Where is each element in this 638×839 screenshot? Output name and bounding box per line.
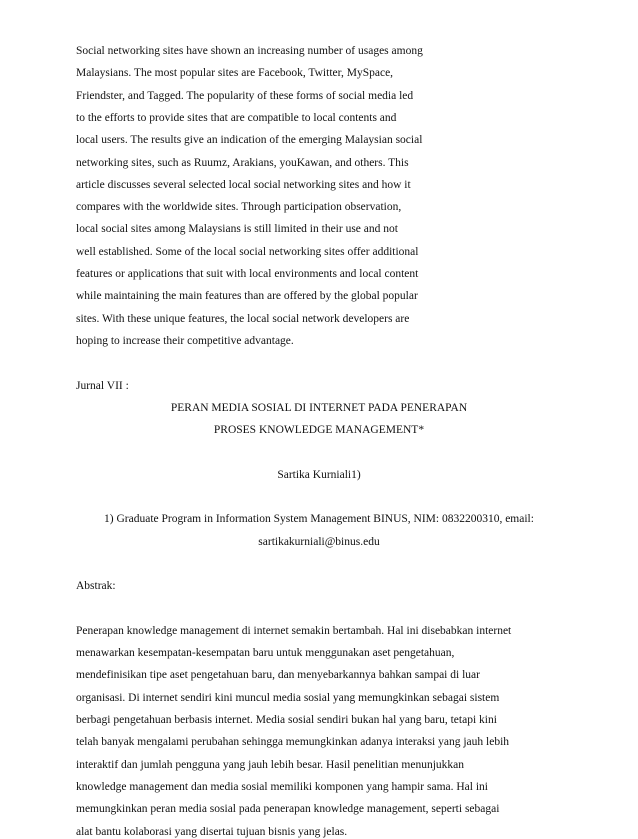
abstract-label: Abstrak: [76, 580, 116, 593]
paragraph-1-line: sites. With these unique features, the local social network developers are [76, 312, 410, 325]
paragraph-1-line: Malaysians. The most popular sites are Facebook, Twitter, MySpace, [76, 67, 394, 80]
paragraph-1-line: compares with the worldwide sites. Through participation observation, [76, 201, 402, 214]
paragraph-1-line: to the efforts to provide sites that are compatible to local contents and [76, 111, 397, 124]
abstract-line: interaktif dan jumlah pengguna yang jauh lebih besar. Hasil penelitian menunjukkan [76, 758, 465, 771]
paragraph-1-line: networking sites, such as Ruumz, Arakians, youKawan, and others. This [76, 156, 409, 169]
abstract-line: alat bantu kolaborasi yang disertai tujuan bisnis yang jelas. [76, 825, 348, 838]
abstract-line: telah banyak mengalami perubahan sehingga memungkinkan adanya interaksi yang jauh lebih [76, 736, 510, 749]
paragraph-1-line: local social sites among Malaysians is still limited in their use and not [76, 223, 398, 236]
paragraph-1-line: hoping to increase their competitive advantage. [76, 334, 294, 347]
paragraph-1-line: well established. Some of the local social networking sites offer additional [76, 245, 419, 258]
paragraph-1-line: Friendster, and Tagged. The popularity of these forms of social media led [76, 89, 414, 102]
abstract-line: mendefinisikan tipe aset pengetahuan baru, dan menyebarkannya bahkan sampai di luar [76, 669, 480, 682]
paragraph-1-line: local users. The results give an indication of the emerging Malaysian social [76, 134, 423, 147]
abstract-line: menawarkan kesempatan-kesempatan baru untuk menggunakan aset pengetahuan, [76, 647, 455, 660]
paper-title-line: PROSES KNOWLEDGE MANAGEMENT* [213, 424, 425, 437]
author-name: Sartika Kurniali1) [277, 468, 361, 481]
paragraph-1-line: article discusses several selected local social networking sites and how it [76, 178, 411, 191]
abstract-line: knowledge management dan media sosial memiliki komponen yang hampir sama. Hal ini [76, 780, 488, 793]
affiliation-line: 1) Graduate Program in Information System Management BINUS, NIM: 0832200310, email: [104, 513, 534, 526]
paper-title-line: PERAN MEDIA SOSIAL DI INTERNET PADA PENERAPAN [170, 401, 468, 414]
paragraph-1-line: Social networking sites have shown an increasing number of usages among [76, 45, 423, 57]
paragraph-1-line: features or applications that suit with local environments and local content [76, 268, 419, 280]
abstract-line: berbagi pengetahuan berbasis internet. Media sosial sendiri bukan hal yang baru, tetapi kini [76, 714, 497, 726]
abstract-line: organisasi. Di internet sendiri kini muncul media sosial yang memungkinkan sebagai sistem [76, 691, 500, 704]
abstract-line: memungkinkan peran media sosial pada penerapan knowledge management, seperti sebagai [76, 803, 500, 816]
affiliation-email: sartikakurniali@binus.edu [258, 535, 380, 548]
journal-label: Jurnal VII : [76, 379, 129, 392]
paragraph-1-line: while maintaining the main features than are offered by the global popular [76, 290, 418, 303]
abstract-line: Penerapan knowledge management di internet semakin bertambah. Hal ini disebabkan internet [76, 624, 512, 637]
